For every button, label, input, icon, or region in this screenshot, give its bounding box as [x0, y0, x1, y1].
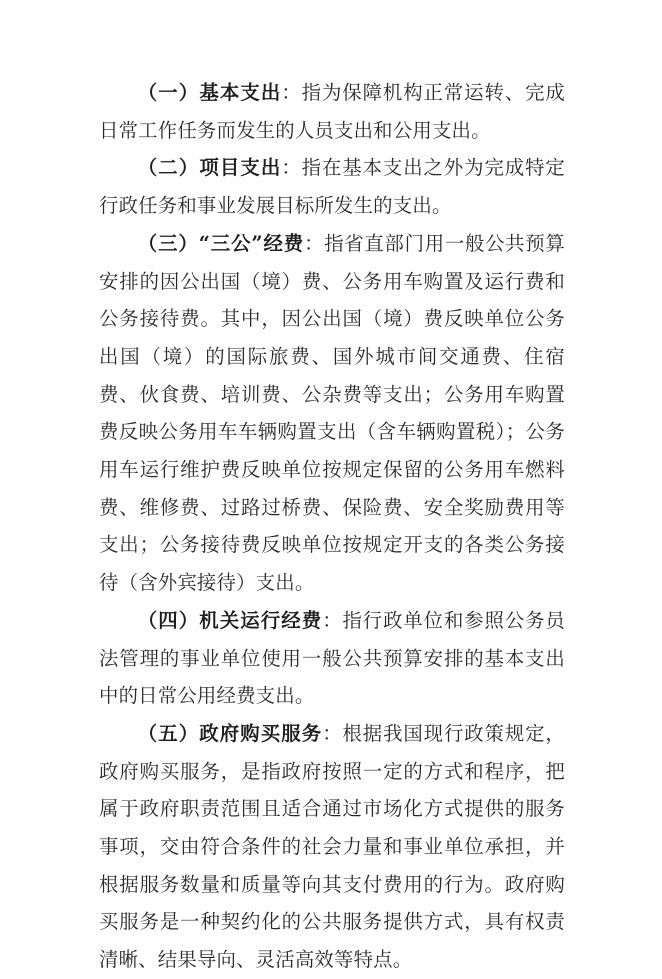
- paragraph-heading-2: 项目支出: [199, 156, 282, 180]
- paragraph-body-2: ：指在基本支出之外为完成特定行政任务和事业发展目标所发生的支出。: [99, 156, 565, 218]
- paragraph-item-5: [99, 715, 565, 979]
- paragraph-body-5: ：根据我国现行政策规定，政府购买服务，是指政府按照一定的方式和程序，把属于政府职责范围且适合通过市场化方式提供的服务事项，交由符合条件的社会力量和事业单位承担，并根据服务数量和质量等向其支付费用的行为。政府购买服务是一种契约化的公共服务提供方式，具有权责清晰、结果导向、灵活高效等特点。: [99, 721, 566, 972]
- paragraph-marker-4: （四）: [137, 608, 200, 632]
- document-text-column: [99, 74, 565, 979]
- paragraph-heading-4: 机关运行经费: [199, 608, 323, 632]
- paragraph-body-4: ：指行政单位和参照公务员法管理的事业单位使用一般公共预算安排的基本支出中的日常公用经费支出。: [99, 608, 566, 708]
- paragraph-heading-1: 基本支出: [199, 81, 282, 104]
- paragraph-item-3: [99, 225, 565, 602]
- paragraph-body-3: ：指省直部门用一般公共预算安排的因公出国（境）费、公务用车购置及运行费和公务接待费。其中，因公出国（境）费反映单位公务出国（境）的国际旅费、国外城市间交通费、住宿费、伙食费、培训费、公杂费等支出；公务用车购置费反映公务用车车辆购置支出（含车辆购置税）；公务用车运行维护费反映单位按规定保留的公务用车燃料费、维修费、过路过桥费、保险费、安全奖励费用等支出；公务接待费反映单位按规定开支的各类公务接待（含外宾接待）支出。: [99, 231, 565, 595]
- paragraph-item-4: [99, 602, 565, 715]
- paragraph-body-1: ：指为保障机构正常运转、完成日常工作任务而发生的人员支出和公用支出。: [99, 81, 565, 142]
- paragraph-item-2: [99, 149, 565, 224]
- paragraph-heading-5: 政府购买服务: [199, 721, 323, 745]
- paragraph-marker-2: （二）: [137, 156, 200, 180]
- paragraph-heading-3: “三公”经费: [198, 231, 305, 255]
- paragraph-marker-5: （五）: [137, 721, 200, 745]
- paragraph-item-1: [99, 74, 565, 149]
- paragraph-marker-1: （一）: [137, 81, 200, 104]
- paragraph-marker-3: （三）: [137, 231, 199, 255]
